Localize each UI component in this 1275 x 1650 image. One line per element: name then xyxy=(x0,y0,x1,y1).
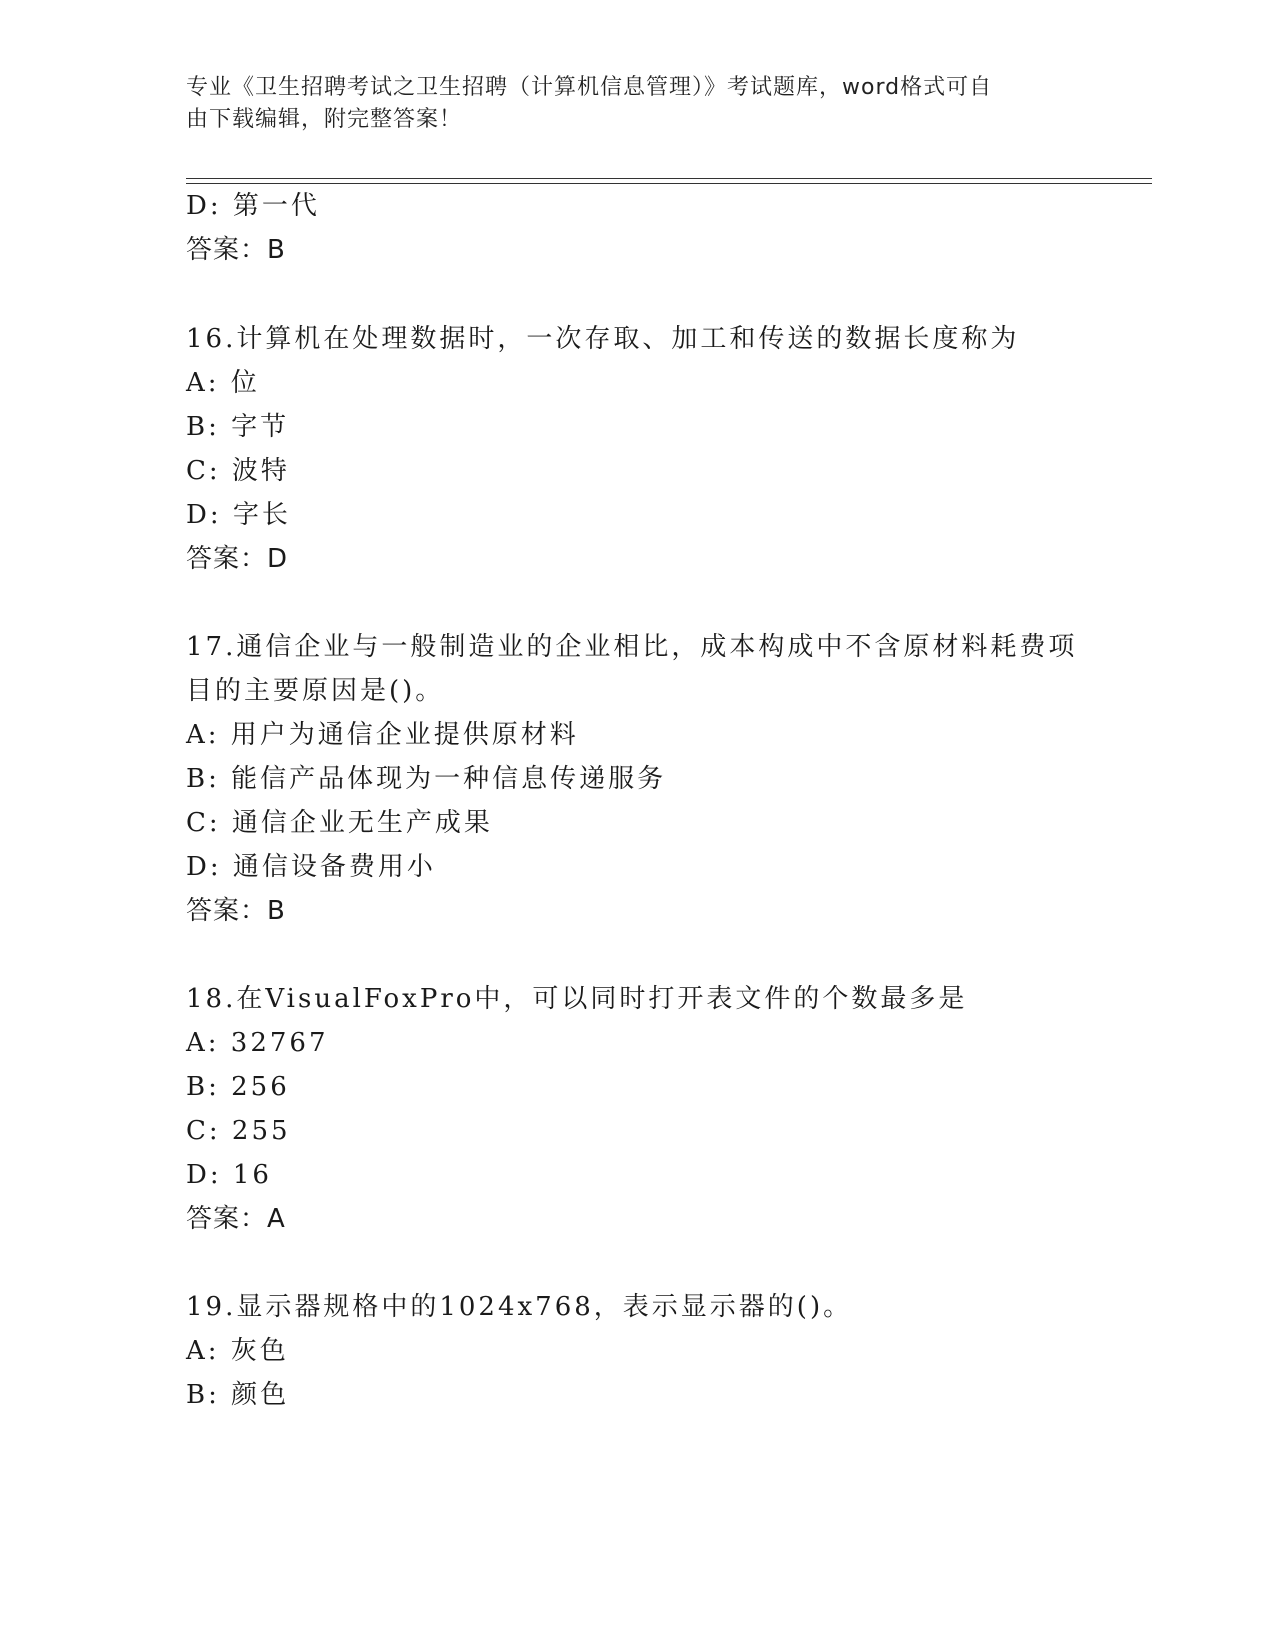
header-line-2: 由下载编辑，附完整答案！ xyxy=(186,107,463,132)
q16-answer: 答案：D xyxy=(186,544,289,574)
q17-answer: 答案：B xyxy=(186,896,286,926)
q19-stem: 19.显示器规格中的1024x768，表示显示器的()。 xyxy=(186,1292,853,1322)
q17-option-a: A: 用户为通信企业提供原材料 xyxy=(186,720,579,750)
header-divider-top xyxy=(186,178,1152,179)
prev-answer: 答案：B xyxy=(186,235,286,265)
q18-answer: 答案：A xyxy=(186,1204,286,1234)
q16-option-a: A: 位 xyxy=(186,368,260,398)
q16-option-d: D: 字长 xyxy=(186,500,291,530)
q17-stem-line-2: 目的主要原因是()。 xyxy=(186,676,445,706)
q18-stem: 18.在VisualFoxPro中，可以同时打开表文件的个数最多是 xyxy=(186,984,968,1014)
q18-option-d: D: 16 xyxy=(186,1160,272,1190)
q18-option-a: A: 32767 xyxy=(186,1028,329,1058)
document-header xyxy=(186,72,1076,136)
q18-option-b: B: 256 xyxy=(186,1072,290,1102)
q17-option-b: B: 能信产品体现为一种信息传递服务 xyxy=(186,764,667,794)
header-line-1: 专业《卫生招聘考试之卫生招聘（计算机信息管理）》考试题库，word格式可自 xyxy=(186,75,993,100)
q16-stem: 16.计算机在处理数据时，一次存取、加工和传送的数据长度称为 xyxy=(186,324,1020,354)
q18-option-c: C: 255 xyxy=(186,1116,291,1146)
q19-option-b: B: 颜色 xyxy=(186,1380,290,1410)
q17-stem-line-1: 17.通信企业与一般制造业的企业相比，成本构成中不含原材料耗费项 xyxy=(186,632,1078,662)
q17-option-d: D: 通信设备费用小 xyxy=(186,852,436,882)
q16-option-c: C: 波特 xyxy=(186,456,290,486)
prev-option-d: D: 第一代 xyxy=(186,191,320,221)
header-divider-bottom xyxy=(186,183,1152,184)
q17-option-c: C: 通信企业无生产成果 xyxy=(186,808,493,838)
q16-option-b: B: 字节 xyxy=(186,412,290,442)
q19-option-a: A: 灰色 xyxy=(186,1336,289,1366)
